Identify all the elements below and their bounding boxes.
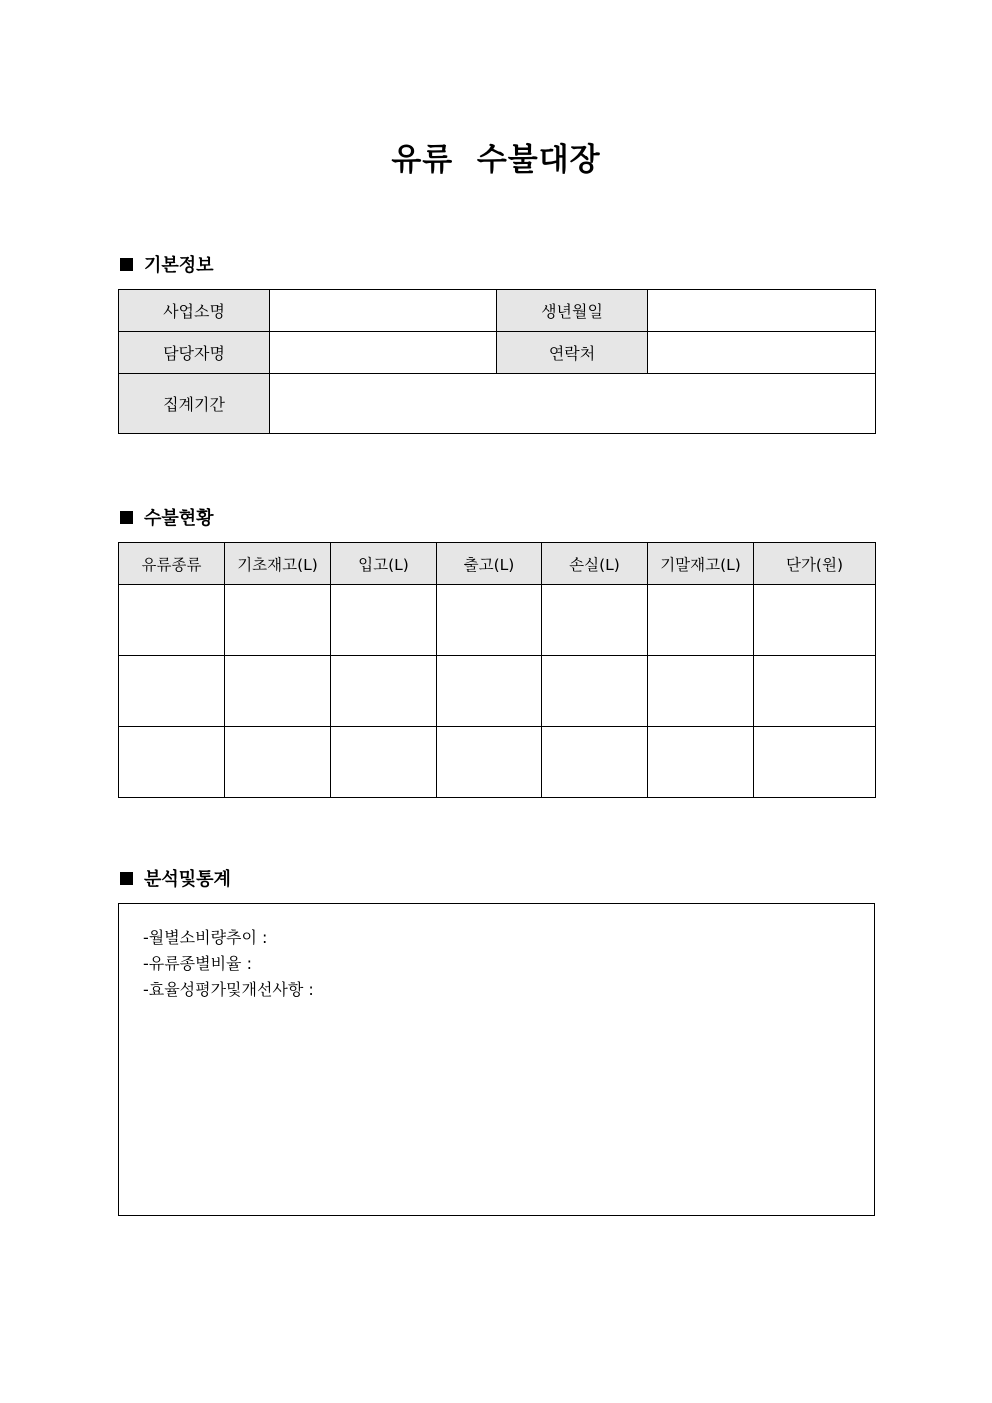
table-cell[interactable] [754,727,876,798]
table-cell[interactable] [119,656,225,727]
table-cell[interactable] [437,585,542,656]
table-header-row [119,543,876,585]
basic-info-heading [120,252,214,276]
stock-status-heading-text: 수불현황 [144,508,214,529]
table-cell[interactable] [437,727,542,798]
analysis-heading [120,866,231,890]
table-cell[interactable] [542,727,648,798]
table-cell[interactable] [331,585,437,656]
efficiency-evaluation-line: -효율성평가및개선사항 : [143,980,314,999]
document-title: 유류 수불대장 [391,142,601,178]
table-cell[interactable] [119,727,225,798]
business-name-label: 사업소명 [119,290,270,332]
table-cell[interactable] [542,585,648,656]
analysis-heading-text: 분석및통계 [144,869,231,890]
table-cell[interactable] [542,656,648,727]
table-cell[interactable] [648,656,754,727]
column-header-receipt: 입고(L) [331,543,437,585]
column-header-unit-price: 단가(원) [754,543,876,585]
square-bullet-icon [120,511,133,524]
birth-date-label: 생년월일 [497,290,648,332]
stock-status-heading [120,505,214,529]
table-cell[interactable] [119,585,225,656]
table-cell[interactable] [225,727,331,798]
square-bullet-icon [120,872,133,885]
table-row [119,332,876,374]
table-cell[interactable] [648,727,754,798]
stock-status-table [118,542,876,798]
period-field[interactable] [270,374,876,434]
birth-date-field[interactable] [648,290,876,332]
table-cell[interactable] [331,656,437,727]
basic-info-table [118,289,876,434]
column-header-closing-stock: 기말재고(L) [648,543,754,585]
table-row [119,656,876,727]
column-header-oil-type: 유류종류 [119,543,225,585]
table-row [119,374,876,434]
contact-label: 연락처 [497,332,648,374]
manager-label: 담당자명 [119,332,270,374]
table-row [119,290,876,332]
oil-type-ratio-line: -유류종별비율 : [143,954,252,973]
analysis-box[interactable] [118,903,875,1216]
basic-info-heading-text: 기본정보 [144,255,214,276]
table-cell[interactable] [648,585,754,656]
square-bullet-icon [120,258,133,271]
monthly-consumption-line: -월별소비량추이 : [143,928,268,947]
column-header-loss: 손실(L) [542,543,648,585]
manager-field[interactable] [270,332,497,374]
column-header-issue: 출고(L) [437,543,542,585]
table-row [119,727,876,798]
table-cell[interactable] [331,727,437,798]
table-cell[interactable] [225,656,331,727]
period-label: 집계기간 [119,374,270,434]
contact-field[interactable] [648,332,876,374]
table-cell[interactable] [225,585,331,656]
table-cell[interactable] [754,656,876,727]
table-row [119,585,876,656]
table-cell[interactable] [437,656,542,727]
column-header-opening-stock: 기초재고(L) [225,543,331,585]
business-name-field[interactable] [270,290,497,332]
table-cell[interactable] [754,585,876,656]
